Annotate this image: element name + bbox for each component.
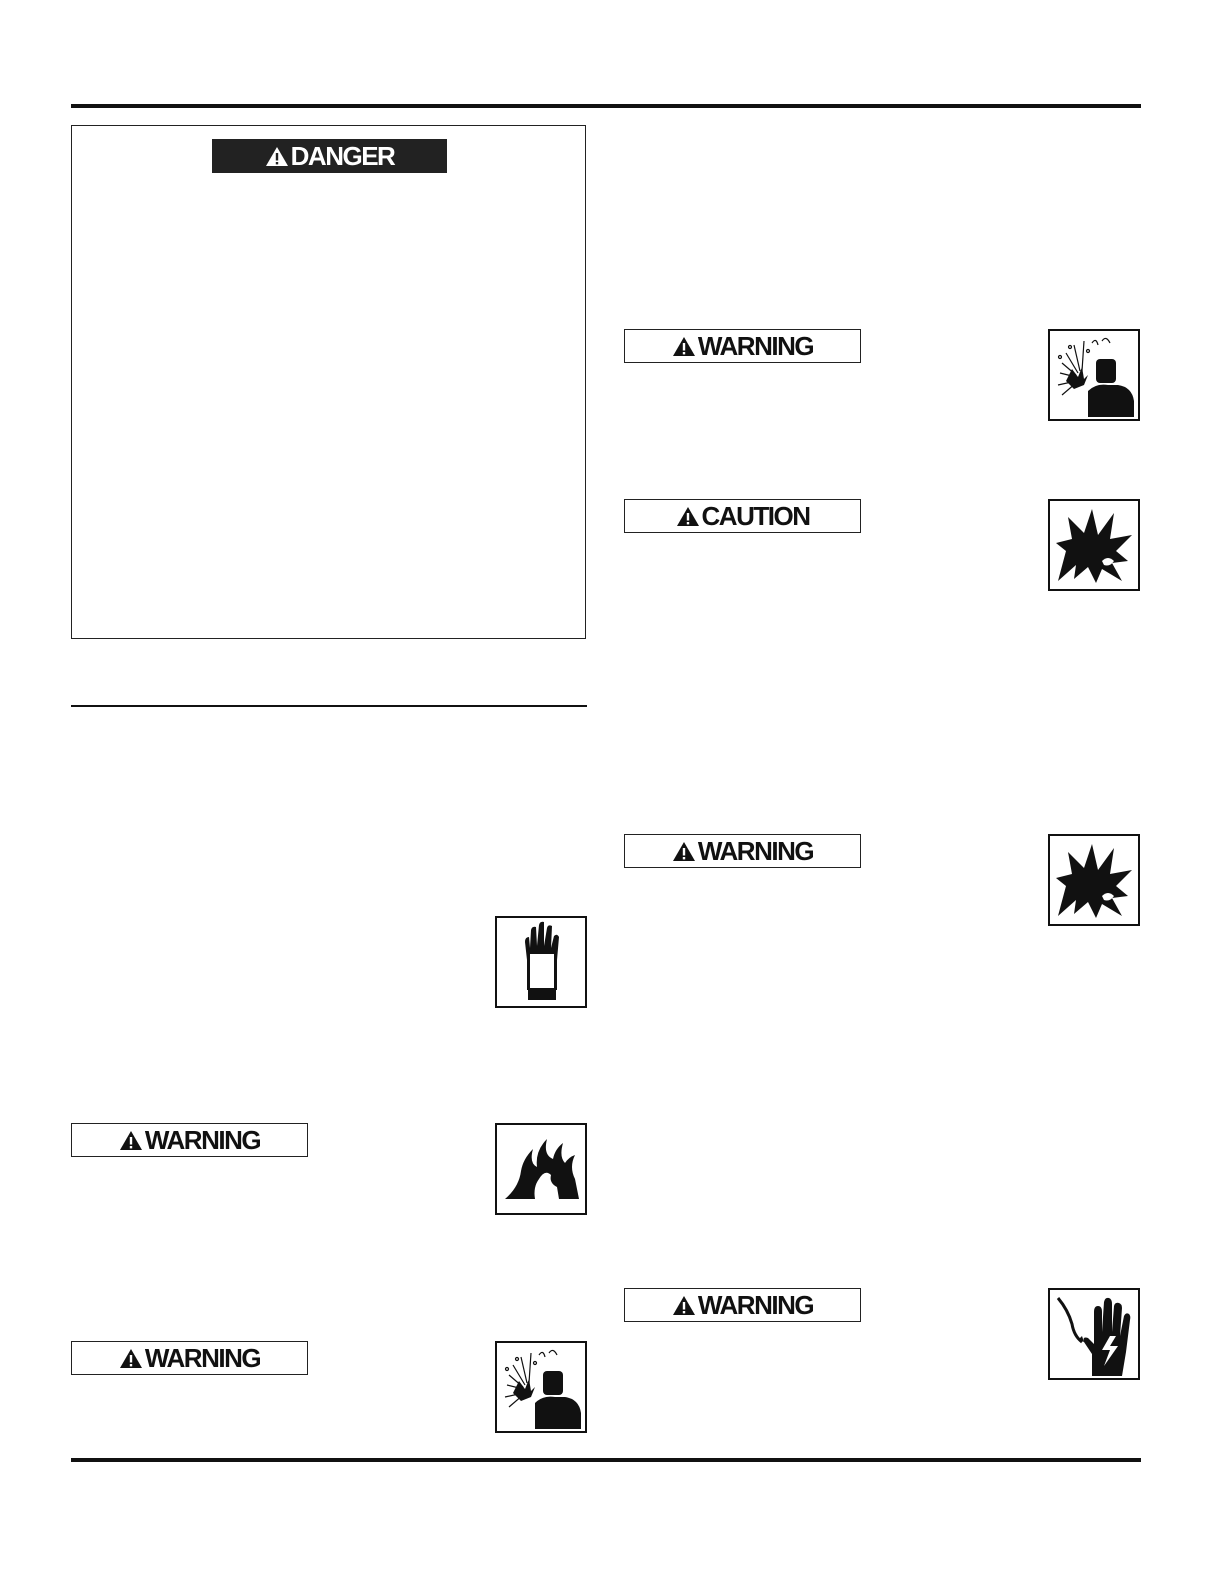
warning-triangle-icon	[119, 1130, 143, 1151]
explosion-pictogram	[1048, 499, 1140, 591]
warning-triangle-icon	[672, 1295, 696, 1316]
glove-icon	[499, 920, 583, 1004]
danger-box	[71, 125, 586, 639]
warning-label-spray-right	[624, 329, 861, 363]
warning-label-shock	[624, 1288, 861, 1322]
spray-in-face-icon	[499, 1345, 583, 1429]
warning-triangle-icon	[676, 506, 700, 527]
warning-label-spray	[71, 1341, 308, 1375]
shock-pictogram	[1048, 1288, 1140, 1380]
caution-label	[624, 499, 861, 533]
warning-label-text: WARNING	[144, 1342, 261, 1373]
explosion-icon	[1052, 503, 1136, 587]
warning-label-explosion	[624, 834, 861, 868]
explosion-pictogram-2	[1048, 834, 1140, 926]
danger-label	[212, 139, 447, 173]
warning-triangle-icon	[265, 146, 289, 167]
warning-triangle-icon	[672, 841, 696, 862]
electric-shock-icon	[1052, 1292, 1136, 1376]
top-rule	[71, 104, 1141, 108]
danger-label-text: DANGER	[290, 140, 395, 171]
warning-label-text: WARNING	[697, 835, 814, 866]
spray-pictogram-right	[1048, 329, 1140, 421]
bottom-rule	[71, 1458, 1141, 1462]
explosion-icon	[1052, 838, 1136, 922]
warning-triangle-icon	[672, 336, 696, 357]
warning-label-text: WARNING	[697, 1289, 814, 1320]
spray-pictogram	[495, 1341, 587, 1433]
warning-label-text: WARNING	[697, 330, 814, 361]
fire-pictogram	[495, 1123, 587, 1215]
spray-in-face-icon	[1052, 333, 1136, 417]
warning-label-text: WARNING	[144, 1124, 261, 1155]
fire-icon	[499, 1127, 583, 1211]
warning-label-fire	[71, 1123, 308, 1157]
section-divider	[71, 705, 587, 707]
caution-label-text: CAUTION	[701, 500, 810, 531]
warning-triangle-icon	[119, 1348, 143, 1369]
glove-pictogram	[495, 916, 587, 1008]
